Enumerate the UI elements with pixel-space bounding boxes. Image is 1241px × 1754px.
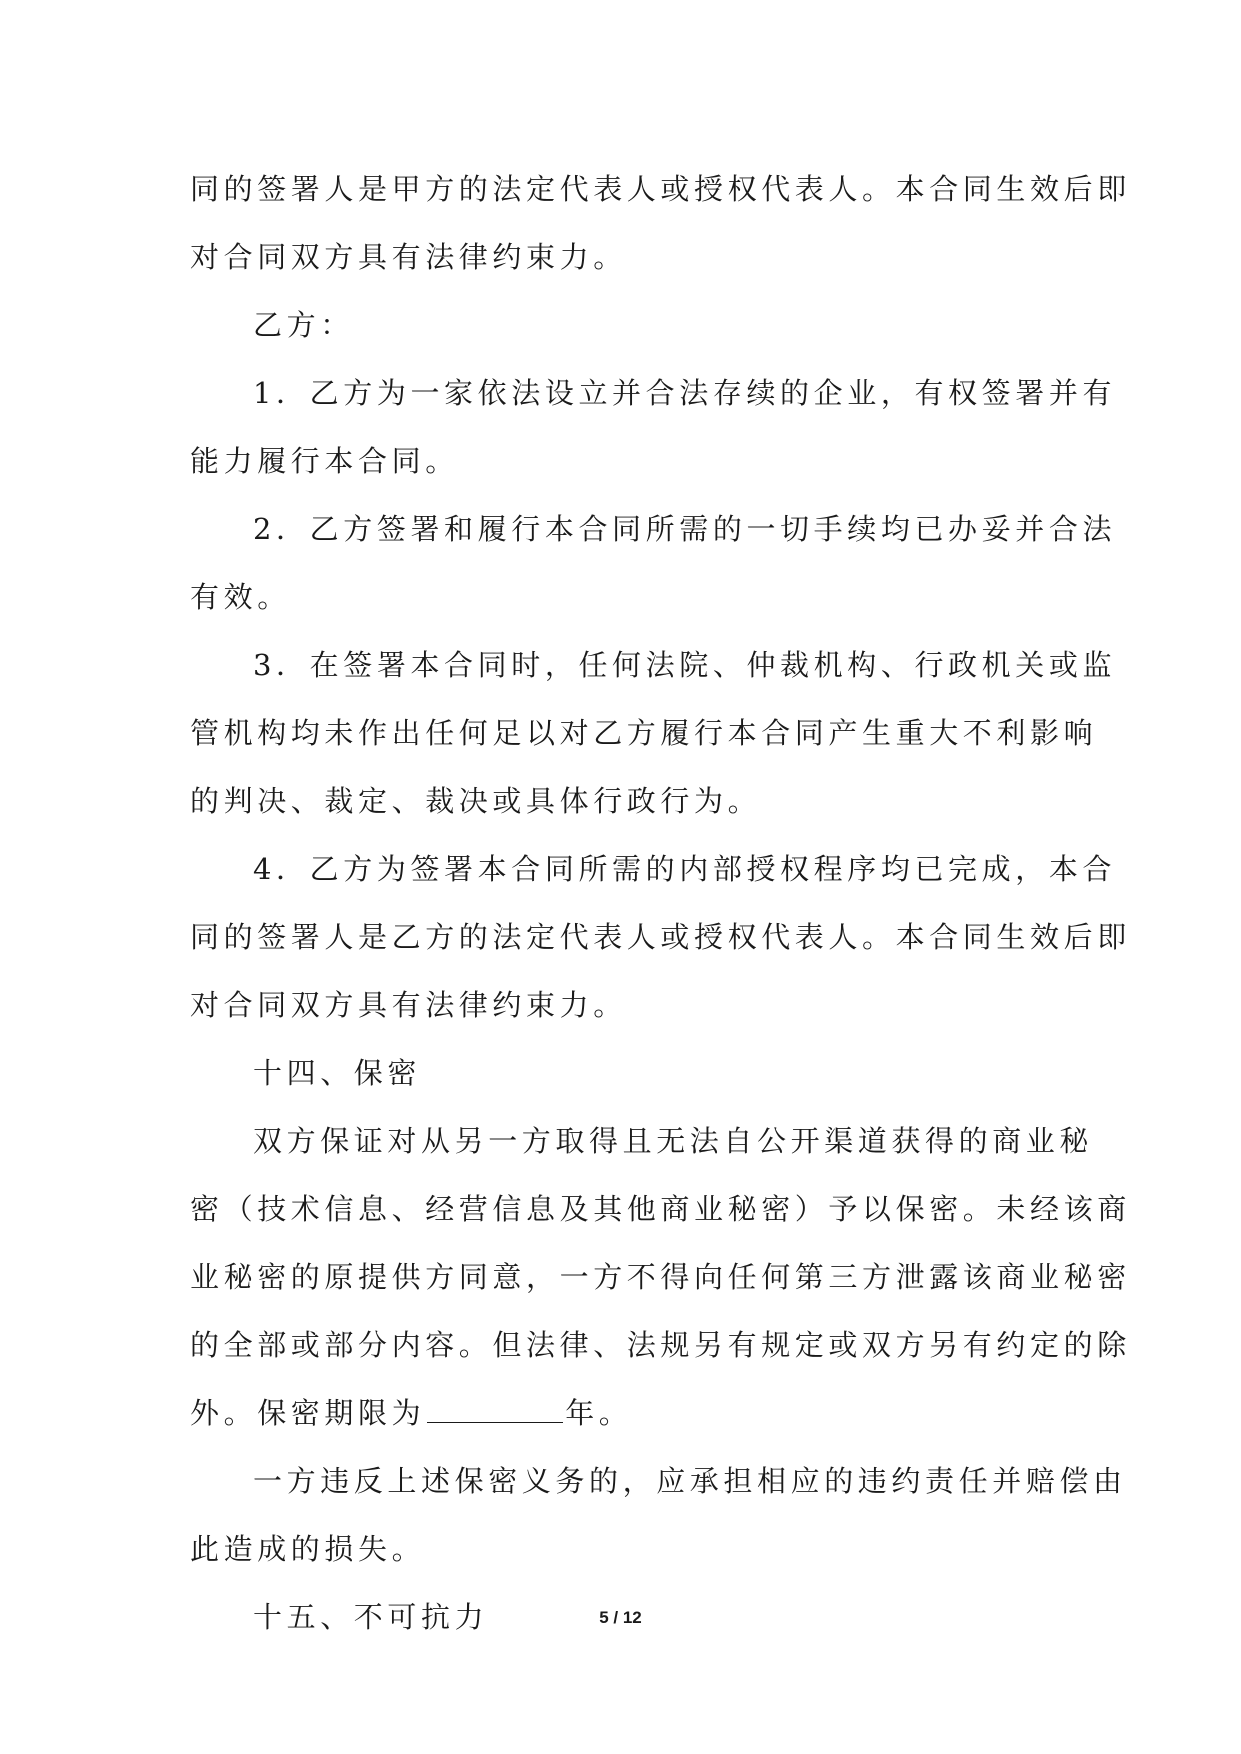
- text-line: 的全部或部分内容。但法律、法规另有规定或双方另有约定的除: [190, 1328, 1131, 1362]
- text-line: 业秘密的原提供方同意，一方不得向任何第三方泄露该商业秘密: [190, 1260, 1131, 1294]
- text-line: 3．在签署本合同时，任何法院、仲裁机构、行政机关或监: [253, 648, 1117, 682]
- text-line-with-blank: [190, 1379, 1050, 1447]
- text-line: 对合同双方具有法律约束力。: [190, 988, 627, 1022]
- text-line: 有效。: [190, 580, 291, 614]
- section-heading-confidentiality: 十四、保密: [253, 1056, 422, 1090]
- text-line: 管机构均未作出任何足以对乙方履行本合同产生重大不利影响: [190, 716, 1098, 750]
- document-body: [190, 155, 1131, 1651]
- text-line: 同的签署人是甲方的法定代表人或授权代表人。本合同生效后即: [190, 172, 1131, 206]
- text-line: 1．乙方为一家依法设立并合法存续的企业，有权签署并有: [253, 376, 1117, 410]
- text-line: 同的签署人是乙方的法定代表人或授权代表人。本合同生效后即: [190, 920, 1131, 954]
- fill-in-blank: [427, 1398, 563, 1423]
- party-b-heading: 乙方：: [253, 308, 354, 342]
- text-line: 2．乙方签署和履行本合同所需的一切手续均已办妥并合法: [253, 512, 1117, 546]
- text-fragment: 年。: [565, 1396, 633, 1430]
- page-number: 5 / 12: [599, 1608, 642, 1627]
- text-line: 对合同双方具有法律约束力。: [190, 240, 627, 274]
- text-line: 能力履行本合同。: [190, 444, 459, 478]
- text-line: 4．乙方为签署本合同所需的内部授权程序均已完成，本合: [253, 852, 1117, 886]
- text-line: 此造成的损失。: [190, 1532, 426, 1566]
- text-line: 双方保证对从另一方取得且无法自公开渠道获得的商业秘: [253, 1124, 1094, 1158]
- section-heading-force-majeure: 十五、不可抗力: [253, 1600, 489, 1634]
- text-line: 密（技术信息、经营信息及其他商业秘密）予以保密。未经该商: [190, 1192, 1131, 1226]
- text-line: 的判决、裁定、裁决或具体行政行为。: [190, 784, 762, 818]
- text-fragment: 外。保密期限为: [190, 1396, 426, 1430]
- text-line: 一方违反上述保密义务的，应承担相应的违约责任并赔偿由: [253, 1464, 1127, 1498]
